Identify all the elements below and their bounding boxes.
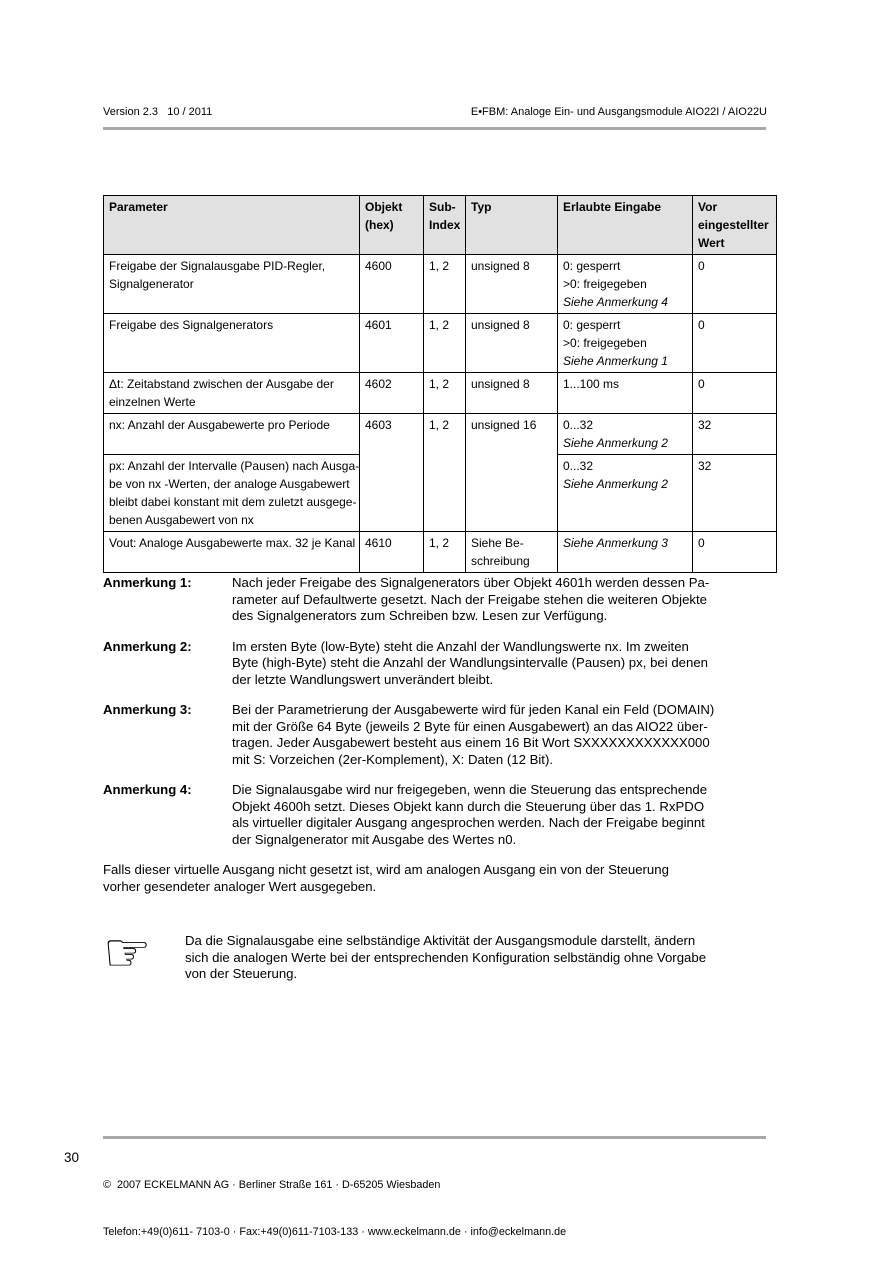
table-row xyxy=(104,532,777,573)
notes-section xyxy=(103,575,769,983)
cell-typ: unsigned 16 xyxy=(466,414,558,532)
note-text: Bei der Parametrierung der Ausgabewerte wird für jeden Kanal ein Feld (DOMAIN) mit der Größe 64 Byte (jeweils 2 Byte für einen Ausgabewert) an das AIO22 über- tragen. Jeder Ausgabewert besteht aus einem 16 Bit Wort SXXXXXXXXXXXX000 mit S: Vorzeichen (2er-Komplement), X: Daten (12 Bit). xyxy=(232,702,715,767)
cell-typ: unsigned 8 xyxy=(466,373,558,414)
header-version-text: Version 2.3 10 / 2011 xyxy=(103,106,213,118)
table-row xyxy=(104,255,777,314)
cell-typ: Siehe Be- schreibung xyxy=(466,532,558,573)
col-header-objekt: Objekt (hex) xyxy=(360,196,424,255)
cell-parameter: Vout: Analoge Ausgabewerte max. 32 je Kanal xyxy=(104,532,360,573)
note-anmerkung-3 xyxy=(103,702,769,768)
cell-eingabe: 0: gesperrt >0: freigegeben Siehe Anmerkung 1 xyxy=(558,314,693,373)
table-row xyxy=(104,314,777,373)
cell-parameter: px: Anzahl der Intervalle (Pausen) nach Ausga- be von nx -Werten, der analoge Ausgabewert bleibt dabei konstant mit dem zuletzt ausgege- benen Ausgabewert von nx xyxy=(104,455,360,532)
document-header xyxy=(103,106,767,118)
table-row xyxy=(104,373,777,414)
table-row xyxy=(104,414,777,455)
cell-parameter: nx: Anzahl der Ausgabewerte pro Periode xyxy=(104,414,360,455)
virtual-output-paragraph: Falls dieser virtuelle Ausgang nicht gesetzt ist, wird am analogen Ausgang ein von der Steuerung vorher gesendeter analoger Wert ausgegeben. xyxy=(103,862,669,894)
header-rule xyxy=(103,127,766,130)
note-text: Im ersten Byte (low-Byte) steht die Anzahl der Wandlungswerte nx. Im zweiten Byte (high-Byte) steht die Anzahl der Wandlungsintervalle (Pausen) px, bei denen der letzte Wandlungswert unverändert bleibt. xyxy=(232,638,708,687)
page-number: 30 xyxy=(64,1150,80,1165)
cell-subindex: 1, 2 xyxy=(424,532,466,573)
cell-wert: 32 xyxy=(693,455,777,532)
cell-typ: unsigned 8 xyxy=(466,255,558,314)
pointing-hand-icon: ☞ xyxy=(103,921,152,984)
cell-typ: unsigned 8 xyxy=(466,314,558,373)
col-header-wert: Vor eingestellter Wert xyxy=(693,196,777,255)
note-anmerkung-2 xyxy=(103,639,769,689)
cell-subindex: 1, 2 xyxy=(424,414,466,532)
cell-subindex: 1, 2 xyxy=(424,373,466,414)
table-header-row xyxy=(104,196,777,255)
cell-wert: 32 xyxy=(693,414,777,455)
footer-line-contact: Telefon:+49(0)611- 7103-0 · Fax:+49(0)611-7103-133 · www.eckelmann.de · info@eckelmann.de xyxy=(103,1225,567,1238)
col-header-typ: Typ xyxy=(466,196,558,255)
col-header-subindex: Sub- Index xyxy=(424,196,466,255)
col-header-eingabe: Erlaubte Eingabe xyxy=(558,196,693,255)
col-header-parameter: Parameter xyxy=(104,196,360,255)
footer-line-copyright: © 2007 ECKELMANN AG · Berliner Straße 161 · D-65205 Wiesbaden xyxy=(103,1179,441,1191)
note-label: Anmerkung 4: xyxy=(103,782,192,797)
cell-parameter: Freigabe der Signalausgabe PID-Regler, Signalgenerator xyxy=(104,255,360,314)
cell-objekt: 4601 xyxy=(360,314,424,373)
cell-eingabe: 0...32 Siehe Anmerkung 2 xyxy=(558,414,693,455)
note-text: Nach jeder Freigabe des Signalgenerators über Objekt 4601h werden dessen Pa- rameter auf Defaultwerte gesetzt. Nach der Freigabe stehen die weiteren Objekte des Signalgenerators zum Schreiben bzw. Lesen zur Verfügung. xyxy=(232,575,710,623)
note-label: Anmerkung 2: xyxy=(103,638,192,654)
cell-subindex: 1, 2 xyxy=(424,255,466,314)
hand-note-text: Da die Signalausgabe eine selbständige Aktivität der Ausgangsmodule darstellt, ändern sich die analogen Werte bei der entsprechenden Konfiguration selbständig ohne Vorgabe von der Steuerung. xyxy=(185,933,707,981)
cell-objekt: 4610 xyxy=(360,532,424,573)
cell-eingabe: 0: gesperrt >0: freigegeben Siehe Anmerkung 4 xyxy=(558,255,693,314)
cell-parameter: Δt: Zeitabstand zwischen der Ausgabe der einzelnen Werte xyxy=(104,373,360,414)
cell-parameter: Freigabe des Signalgenerators xyxy=(104,314,360,373)
footer-rule xyxy=(103,1136,766,1139)
cell-wert: 0 xyxy=(693,373,777,414)
note-label: Anmerkung 3: xyxy=(103,702,192,717)
cell-eingabe: Siehe Anmerkung 3 xyxy=(558,532,693,573)
cell-wert: 0 xyxy=(693,255,777,314)
note-label: Anmerkung 1: xyxy=(103,575,192,590)
header-title-text: E•FBM: Analoge Ein- und Ausgangsmodule AIO22I / AIO22U xyxy=(470,106,767,118)
parameter-table xyxy=(103,195,777,573)
note-anmerkung-1 xyxy=(103,575,769,625)
footer-address xyxy=(103,1147,566,1271)
cell-subindex: 1, 2 xyxy=(424,314,466,373)
hand-note xyxy=(103,921,769,984)
cell-wert: 0 xyxy=(693,314,777,373)
cell-objekt: 4600 xyxy=(360,255,424,314)
note-anmerkung-4 xyxy=(103,782,769,848)
cell-wert: 0 xyxy=(693,532,777,573)
cell-objekt: 4602 xyxy=(360,373,424,414)
cell-eingabe: 1...100 ms xyxy=(558,373,693,414)
note-text: Die Signalausgabe wird nur freigegeben, wenn die Steuerung das entsprechende Objekt 4600h setzt. Dieses Objekt kann durch die Steuerung über das 1. RxPDO als virtueller digitaler Ausgang angesprochen werden. Nach der Freigabe beginnt der Signalgenerator mit Ausgabe des Wertes n0. xyxy=(232,782,708,847)
cell-objekt: 4603 xyxy=(360,414,424,532)
cell-eingabe: 0...32 Siehe Anmerkung 2 xyxy=(558,455,693,532)
